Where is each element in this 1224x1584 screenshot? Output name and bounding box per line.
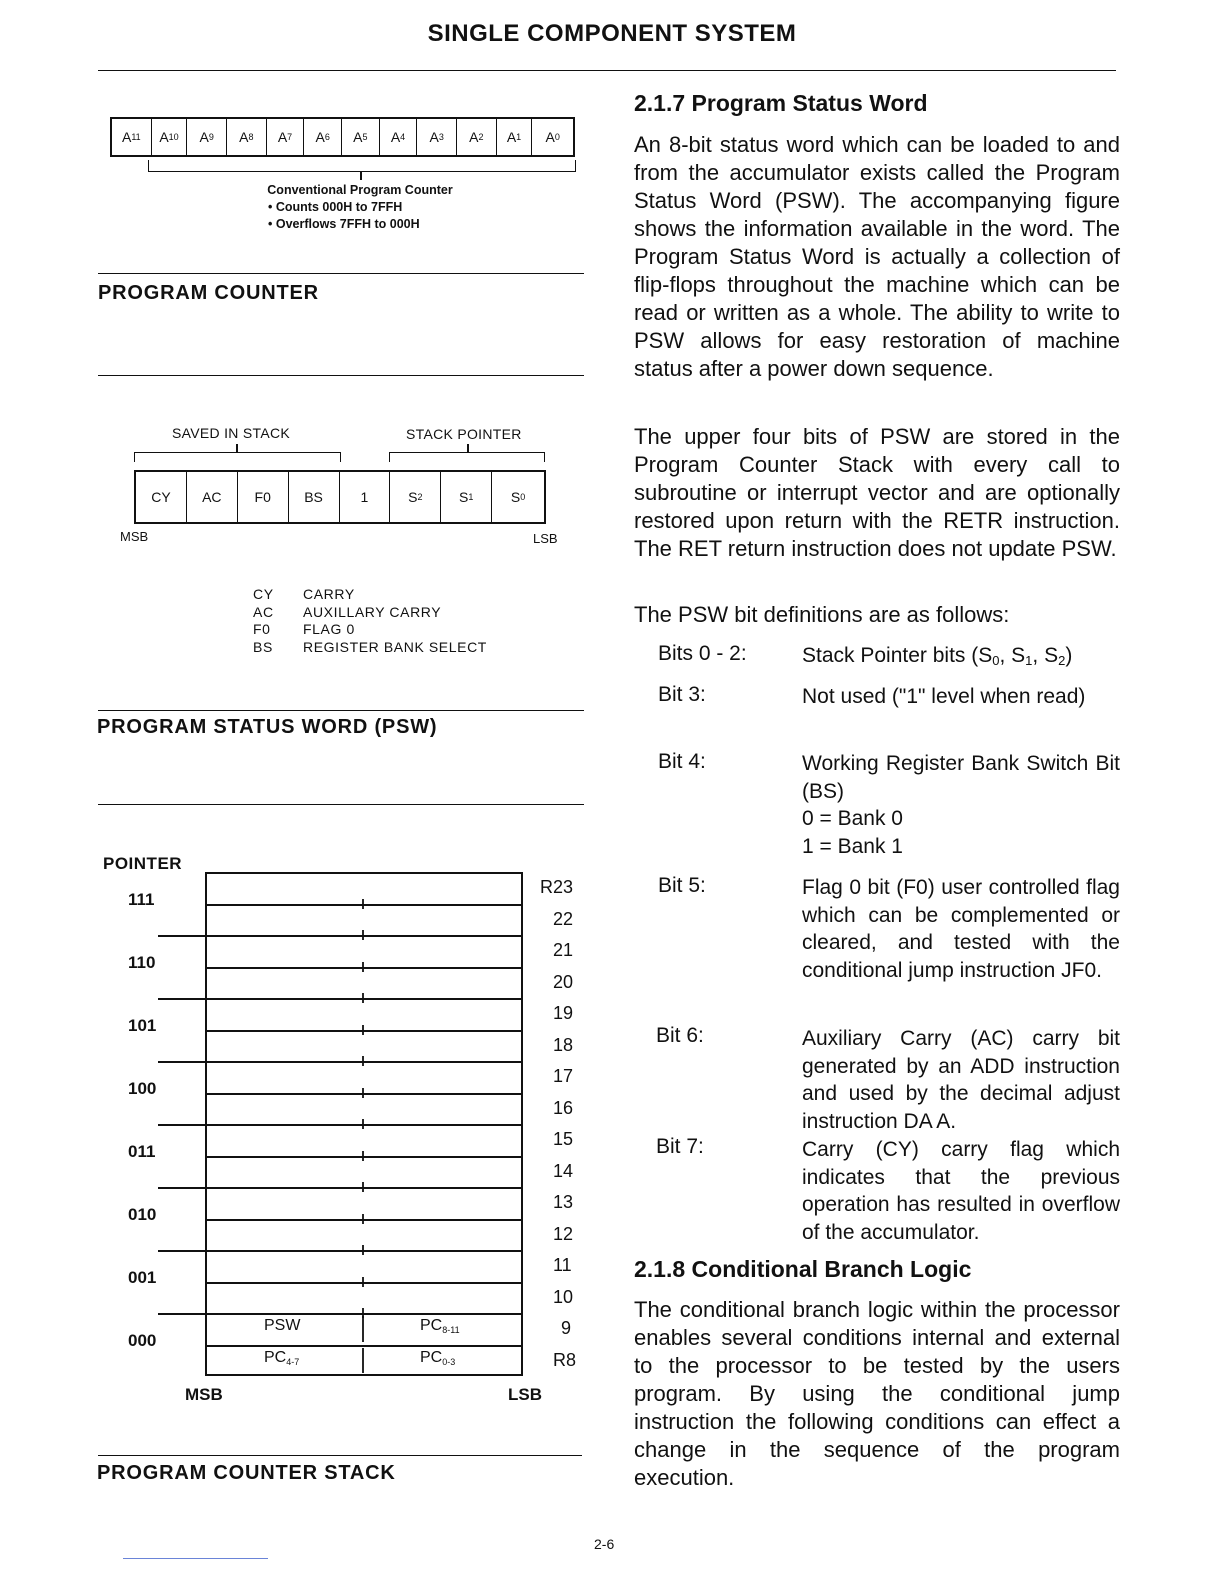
stack-register-label: R23 [540, 877, 574, 897]
def-text-bit-4: Working Register Bank Switch Bit (BS) [802, 752, 1120, 803]
psw-caption-rule [98, 710, 584, 711]
def-text-bits-0-2: Stack Pointer bits ($S_0$, $S_1$, $S_2$) [802, 644, 1073, 668]
program-counter-register [110, 117, 575, 157]
stack-pointer-value: 010 [128, 1205, 157, 1224]
pc-bit-cell: A 10 [152, 119, 188, 155]
pc-bit-cell: A 5 [342, 119, 380, 155]
stack-row-line [158, 1061, 523, 1063]
psw-legend-row [253, 586, 487, 604]
section-217-para2: The upper four bits of PSW are stored in the Program Counter Stack with every call to subroutine or interrupt vector and are optionally restored upon return with the RETR instruction. The RET return instruction does not update PSW. [634, 424, 1120, 561]
pc-bit-cell: A 9 [187, 119, 227, 155]
stack-row-line [158, 1250, 523, 1252]
stack-center-tick [362, 1025, 364, 1035]
stack-center-tick [362, 1277, 364, 1287]
psw-legend-abbr: F0 [253, 621, 271, 637]
def-label-bit-7: Bit 7: [656, 1135, 704, 1158]
stack-row-line [205, 1093, 523, 1095]
stack-psw-cell: PSW [264, 1317, 301, 1334]
def-label-bit-6: Bit 6: [656, 1024, 704, 1047]
stack-center-tick [362, 962, 364, 972]
page-number: 2-6 [594, 1536, 615, 1552]
pc-note-counts: • Counts 000H to 7FFH [268, 200, 403, 214]
saved-in-stack-bracket [134, 452, 341, 462]
pc-note-title: Conventional Program Counter [267, 183, 453, 197]
stack-pointer-value: 110 [128, 953, 156, 972]
saved-bracket-tick [236, 444, 238, 453]
stack-register-label: 19 [553, 1003, 574, 1023]
stack-row-line [205, 1030, 523, 1032]
pc-bit-cell: A 8 [227, 119, 267, 155]
stack-register-label: 12 [553, 1223, 574, 1244]
pc-bit-cell: A 6 [304, 119, 342, 155]
stack-center-tick [362, 1151, 364, 1161]
psw-legend-abbr: CY [253, 586, 274, 602]
def-text-bit-6: Auxiliary Carry (AC) carry bit generated by an ADD instruction and used by the decimal adjust instruction DA A. [802, 1027, 1120, 1133]
stack-center-tick [362, 1316, 364, 1342]
stack-pointer-label: STACK POINTER [406, 426, 522, 442]
stack-pointer-value: 000 [128, 1331, 157, 1350]
stack-msb-label: MSB [185, 1385, 223, 1404]
stack-center-tick [362, 1182, 364, 1192]
stack-register-label: 18 [553, 1034, 574, 1055]
def-label-bit-5: Bit 5: [658, 874, 706, 897]
stack-center-tick [362, 1214, 364, 1224]
psw-top-rule [98, 375, 584, 376]
stack-pointer-value: 111 [128, 890, 155, 909]
pc-bit-cell: A 11 [112, 119, 152, 155]
stack-pointer-value: 101 [128, 1016, 157, 1035]
def-text-bit-7: Carry (CY) carry flag which indicates that the previous operation has resulted in overflow of the accumulator. [802, 1138, 1120, 1244]
stack-top-rule [98, 804, 584, 805]
stack-caption-rule [98, 1455, 582, 1456]
stack-register-label: 15 [553, 1129, 574, 1149]
psw-msb-label: MSB [120, 529, 149, 544]
stack-center-tick [362, 993, 364, 1003]
pc-bit-cell: A 7 [267, 119, 305, 155]
stack-row-line [158, 1313, 523, 1315]
psw-caption: PROGRAM STATUS WORD (PSW) [97, 716, 438, 738]
stack-center-tick [362, 899, 364, 909]
section-217-para1: An 8-bit status word which can be loaded to and from the accumulator exists called the Program Status Word (PSW). The accompanying figure shows the information available in the word. The Program Status Word is actually a collection of flip-flops throughout the machine which can be read or written as a whole. The ability to write to PSW allows for easy restoration of machine status after a power down sequence. [634, 132, 1120, 381]
stack-pc-high-cell: $PC_{8-11}$ [420, 1317, 460, 1335]
stack-register-label: R8 [553, 1349, 577, 1370]
stack-row-line [205, 1219, 523, 1221]
def-label-bit-4: Bit 4: [658, 750, 706, 773]
pc-bit-cell: A 1 [497, 119, 533, 155]
psw-legend-row [253, 639, 487, 657]
pc-note-overflows: • Overflows 7FFH to 000H [268, 217, 420, 231]
stack-register-label: 13 [553, 1192, 574, 1212]
psw-legend-text: CARRY [303, 586, 355, 602]
stack-center-tick [362, 1119, 364, 1129]
psw-legend [253, 586, 487, 656]
psw-register [134, 470, 546, 524]
stack-center-tick [362, 1088, 364, 1098]
stack-pointer-value: 011 [128, 1142, 156, 1161]
section-217-para3: The PSW bit definitions are as follows: [634, 602, 1010, 627]
stack-pointer-value: 001 [128, 1268, 157, 1287]
psw-bit-cell: S 2 [390, 472, 441, 522]
stack-caption: PROGRAM COUNTER STACK [97, 1462, 396, 1484]
stack-row-line [158, 935, 523, 937]
stack-row-line [158, 1124, 523, 1126]
bank-0-text: 0 = Bank 0 [802, 807, 903, 830]
def-text-bit-5: Flag 0 bit (F0) user controlled flag which can be complemented or cleared, and tested with the conditional jump instruction JF0. [802, 876, 1120, 982]
psw-legend-text: REGISTER BANK SELECT [303, 638, 487, 655]
stack-row-line [205, 904, 523, 906]
stack-row-line [205, 1156, 523, 1158]
psw-bit-cell: CY [136, 472, 187, 522]
stack-register-label: 16 [553, 1097, 574, 1118]
psw-legend-text: AUXILLARY CARRY [303, 603, 442, 620]
stack-center-tick [362, 1056, 364, 1066]
stack-register-label: 20 [553, 971, 574, 992]
stack-register-label: 21 [553, 940, 574, 960]
header-rule [98, 70, 1116, 71]
stack-register-label: 14 [553, 1160, 574, 1181]
stack-pointer-bracket [389, 452, 545, 462]
stack-register-label: 22 [553, 908, 574, 929]
stack-pc-low-cell: $PC_{0-3}$ [420, 1348, 456, 1367]
pc-bit-cell: A 0 [545, 129, 560, 145]
psw-bit-cell: 1 [340, 472, 391, 522]
pc-bracket [148, 160, 576, 172]
stack-register-label: 10 [553, 1286, 574, 1307]
stack-pointer-value: 100 [128, 1079, 157, 1098]
def-text-bit-3: Not used ("1" level when read) [802, 685, 1086, 708]
page-header: SINGLE COMPONENT SYSTEM [427, 20, 797, 47]
psw-bit-cell: F0 [238, 472, 289, 522]
section-218-heading: 2.1.8 Conditional Branch Logic [634, 1256, 972, 1282]
footer-link-rule [123, 1558, 268, 1559]
pc-bit-cell: A 3 [417, 119, 457, 155]
stack-row-line [158, 1187, 523, 1189]
stack-register-label: 11 [553, 1255, 572, 1275]
sp-bracket-tick [467, 444, 469, 453]
stack-center-tick [362, 930, 364, 940]
psw-bit-cell: S 1 [441, 472, 492, 522]
psw-bit-cell: AC [187, 472, 238, 522]
stack-register-label: 9 [561, 1318, 572, 1338]
stack-center-tick [362, 1348, 364, 1374]
pointer-label: POINTER [103, 854, 183, 873]
pc-bit-cell: A 4 [380, 119, 418, 155]
stack-pc-mid-cell: $PC_{4-7}$ [264, 1348, 300, 1367]
pc-caption: PROGRAM COUNTER [98, 282, 319, 304]
pc-caption-rule [98, 273, 584, 274]
psw-legend-abbr: AC [253, 603, 274, 620]
stack-lsb-label: LSB [508, 1385, 542, 1404]
psw-bit-cell: BS [289, 472, 340, 522]
pc-bracket-tick [360, 172, 362, 180]
psw-lsb-label: LSB [533, 531, 558, 546]
section-218-para: The conditional branch logic within the processor enables several conditions internal and external to the processor to be tested by the users program. By using the conditional jump instruction the following conditions can effect a change in the sequence of the program execution. [634, 1297, 1120, 1490]
psw-legend-row [253, 621, 487, 639]
pc-bit-cell: A 2 [457, 119, 497, 155]
stack-row-line [205, 967, 523, 969]
stack-row-line [158, 998, 523, 1000]
stack-row-line [205, 1345, 523, 1347]
section-217-heading: 2.1.7 Program Status Word [634, 90, 928, 116]
psw-legend-abbr: BS [253, 638, 273, 655]
saved-in-stack-label: SAVED IN STACK [172, 425, 291, 441]
stack-center-tick [362, 1245, 364, 1255]
psw-legend-row [253, 604, 487, 622]
stack-register-label: 17 [553, 1066, 574, 1086]
bank-1-text: 1 = Bank 1 [802, 835, 903, 858]
def-label-bit-3: Bit 3: [658, 683, 706, 706]
stack-row-line [205, 1282, 523, 1284]
def-label-bits-0-2: Bits 0 - 2: [658, 642, 747, 665]
psw-bit-cell: S 0 [510, 489, 526, 505]
psw-legend-text: FLAG 0 [303, 621, 355, 637]
